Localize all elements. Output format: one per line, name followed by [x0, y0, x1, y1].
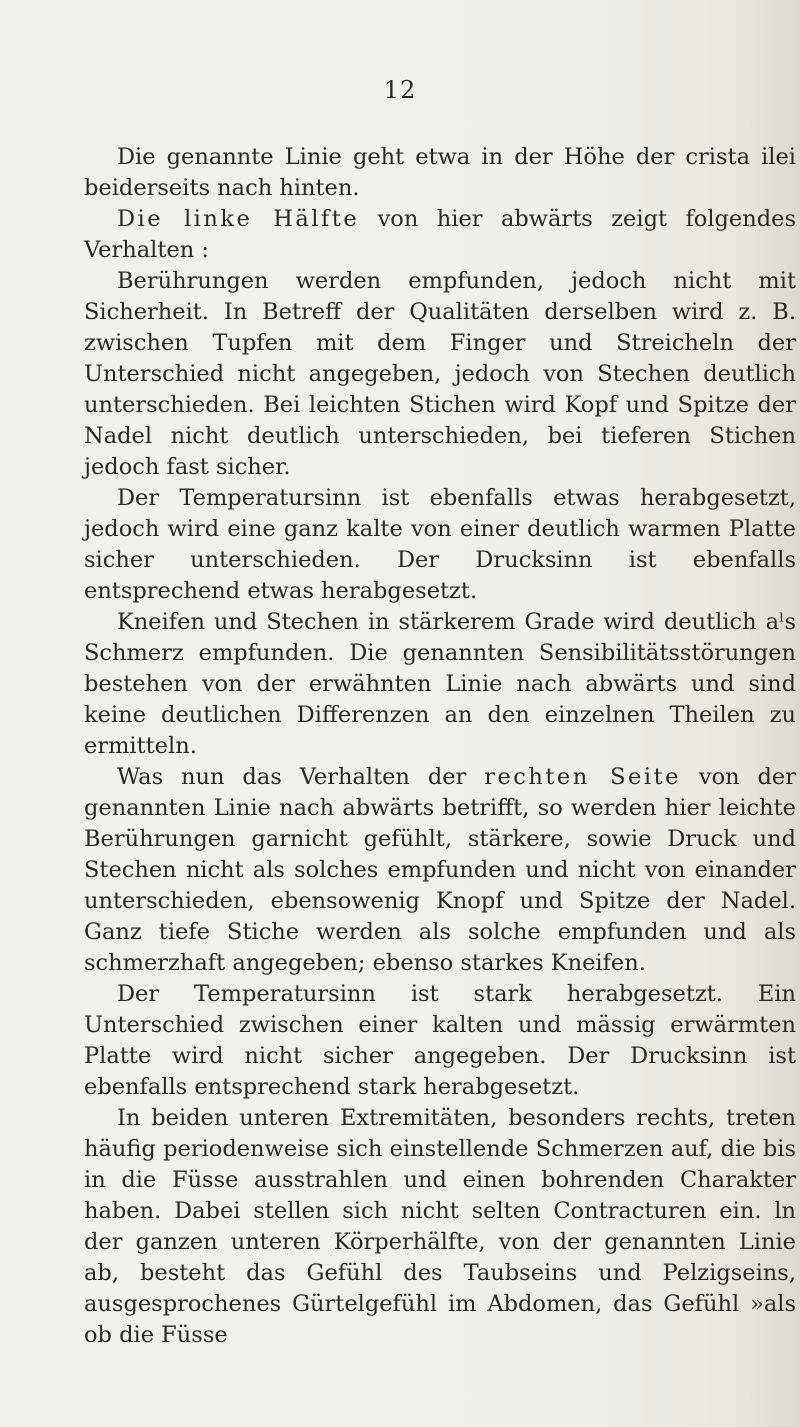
- paragraph-2: [84, 204, 796, 266]
- spaced-emphasis: Die linke Hälfte: [117, 206, 360, 232]
- paragraph-5: [84, 607, 796, 762]
- paragraph-8: [84, 1103, 796, 1351]
- paragraph-text: Die genannte Linie geht etwa in der Höhe der crista ilei beiderseits nach hinten.: [84, 144, 796, 201]
- paragraph-1: [84, 142, 796, 204]
- spaced-emphasis: rechten Seite: [484, 764, 681, 790]
- paragraph-7: [84, 979, 796, 1103]
- paragraph-text: Der Temperatursinn ist ebenfalls etwas herabgesetzt, jedoch wird eine ganz kalte von einer deutlich warmen Platte sicher unterschieden. Der Drucksinn ist ebenfalls entsprechend etwas herabgesetzt.: [84, 485, 796, 604]
- paragraph-text-lead: Was nun das Verhalten der: [117, 764, 485, 790]
- body-text: [84, 142, 796, 1351]
- paragraph-text: In beiden unteren Extremitäten, besonders rechts, treten häufig periodenweise sich einstellende Schmerzen auf, die bis in die Füsse ausstrahlen und einen bohrenden Charakter haben. Dabei stellen sich nicht selten Contracturen ein. ln der ganzen unteren Körperhälfte, von der genannten Linie ab, besteht das Gefühl des Taubseins und Pelzigseins, ausgesprochenes Gürtelgefühl im Abdomen, das Gefühl »als ob die Füsse: [84, 1105, 796, 1348]
- page-number: 12: [383, 76, 417, 104]
- paragraph-text: Berührungen werden empfunden, jedoch nicht mit Sicherheit. In Betreff der Qualitäten derselben wird z. B. zwischen Tupfen mit dem Finger und Streicheln der Unterschied nicht angegeben, jedoch von Stechen deutlich unterschieden. Bei leichten Stichen wird Kopf und Spitze der Nadel nicht deutlich unterschieden, bei tieferen Stichen jedoch fast sicher.: [84, 268, 796, 480]
- paragraph-text: von der genannten Linie nach abwärts betrifft, so werden hier leichte Berührungen garnicht gefühlt, stärkere, sowie Druck und Stechen nicht als solches empfunden und nicht von einander unterschieden, ebensowenig Knopf und Spitze der Nadel. Ganz tiefe Stiche werden als solche empfunden und als schmerzhaft angegeben; ebenso starkes Kneifen.: [84, 764, 796, 976]
- paragraph-6: [84, 762, 796, 979]
- paragraph-text: von hier abwärts zeigt folgendes Verhalten :: [84, 206, 796, 263]
- paragraph-3: [84, 266, 796, 483]
- paragraph-4: [84, 483, 796, 607]
- paragraph-text: Kneifen und Stechen in stärkerem Grade wird deutlich aˡs Schmerz empfunden. Die genannten Sensibilitätsstörungen bestehen von der erwähnten Linie nach abwärts und sind keine deutlichen Differenzen an den einzelnen Theilen zu ermitteln.: [84, 609, 796, 759]
- paragraph-text: Der Temperatursinn ist stark herabgesetzt. Ein Unterschied zwischen einer kalten und mässig erwärmten Platte wird nicht sicher angegeben. Der Drucksinn ist ebenfalls entsprechend stark herabgesetzt.: [84, 981, 796, 1100]
